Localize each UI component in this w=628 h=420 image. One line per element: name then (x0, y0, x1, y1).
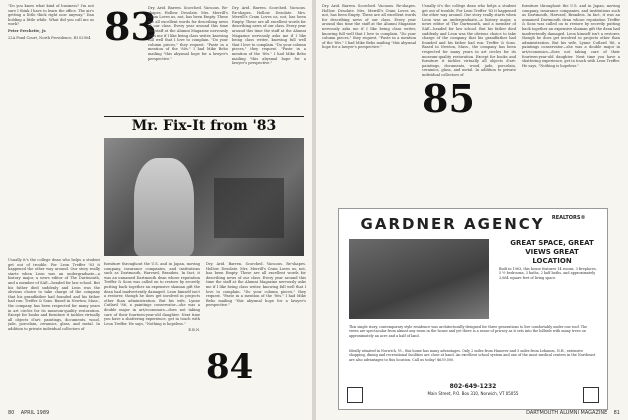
class-notes-text-cont: Dry. Arid. Barren. Scorched. Vacuous. Re-shapes. Hollow. Desolate. Mrs. Merrill's Cram Loves us, not, has been Empty. These are all excellent words for describing news of our class. Every year around this time the staff at the Alumni Magazine nervously asks me if I like being class writer, knowing full well that I love to complain. "Do your column pieces," they request. "Paste in a mention of the '80s." I had Mike Bebo mailing "this abysmal hope for a lawyer's perspective." (232, 6, 306, 66)
class-notes-text: Dry. Arid. Barren. Scorched. Vacuous. Re-shapes. Hollow. Desolate. Mrs. Merrill's Cram Loves us, not, has been Empty. These are all excellent words for describing news of our class. Every year around this time the staff at the Alumni Magazine nervously asks me if I like being class writer, knowing full well that I love to complain. "Do your column pieces," they request. "Paste in a mention of the '80s." I had Mike Bebo mailing "this abysmal hope for a lawyer's perspective." (148, 6, 228, 61)
ad-blurb: Built in 1963, this house features 14 rooms, 3 fireplaces, 5 ½ bedrooms, 3 baths, 2 half baths, and approximately 3,664 square feet of living space. (499, 267, 597, 280)
feature-byline: E.B.N. (188, 328, 200, 333)
issue-date: APRIL 1989 (20, 410, 50, 416)
left-page (0, 0, 312, 420)
class-notes-col-c (232, 6, 306, 114)
page-folio-right (526, 410, 620, 416)
letter-address: 22A Pond Court, North Providence, RI 02904 (8, 35, 91, 40)
ad-body: This single story, contemporary style residence was architecturally-designed for three generations to live comfortably under one roof. The views are spectacular from almost any room in the house and yet there is a sense of privacy as it sets into the hillside with many trees on approximately an acre and a half of land. (349, 325, 588, 338)
class-notes-col-d (206, 262, 306, 348)
feature-body-text-1: Usually it's the college dean who helps a student get out of trouble. For Leon Treffer '83 it happened the other way around. Our story really starts when Leon was an undergraduate—a history major, a news editor of The Dartmouth, and a member of SAE—headed for law school. But his father died suddenly and Leon was the obvious choice to take charge of the company that his grandfather had founded and his father had run: Treffer & Sons. Based in Newton, Mass., the company has been respected for many years in art circles for its museum-quality restoration. Except for books and furniture it tackles virtually all objects d'art: paintings, documents, wood, jade, porcelain, ceramics, glass, and metal. In addition to private individual collectors of (8, 258, 100, 331)
ad-phone: 802-649-1232 (449, 383, 497, 390)
ad-realtors-mark: REALTORS® (551, 215, 586, 221)
class-notes-right-col3 (522, 4, 620, 200)
class-notes-right-text-3: furniture throughout the U.S. and in Japan, moving company, insurance companies, and institutions such as Dartmouth, Harvard, Brandeis. In fact, it was an unnamed Dartmouth dean whose reputation Treffer & Sons was called on to restore by secretly putting back together an expensive shaman gift the dean had inadvertently damaged. Leon himself isn't a restorer, though he does get involved in projects other than administration. But his wife, Lynne Cutlard '86, a paintings conservator—she was a double major in art/economics—does not taking care of their fourteen-year-old daughter. Next time you have a shattering experience, get in touch with Leon Treffer. He says, "Nothing is hopeless." (522, 4, 620, 68)
page-number-left: 80 (8, 410, 15, 416)
feature-title: Mr. Fix-It from '83 (131, 118, 277, 134)
person-silhouette (134, 158, 194, 256)
letter-column (8, 4, 94, 104)
ad-contact: Main Street, P.O. Box 310, Norwich, VT 05055 (427, 391, 519, 396)
equal-housing-icon (583, 387, 599, 403)
workbench-shadow (214, 178, 284, 238)
ad-tagline: GREAT SPACE, GREAT VIEWS GREAT LOCATION (510, 239, 594, 265)
class-notes-col-b (148, 6, 228, 114)
class-year-84: 84 (206, 347, 254, 387)
feature-photo (104, 138, 304, 256)
ad-title (339, 215, 607, 233)
letter-signature: Peter Frechette, Jr. (8, 28, 47, 33)
feature-body-col1 (8, 258, 100, 408)
gardner-agency-ad (338, 208, 608, 410)
page-number-right: 81 (613, 410, 620, 416)
feature-body-col2 (104, 262, 200, 408)
class-notes-right-text-1: Dry. Arid. Barren. Scorched. Vacuous. Re-shapes. Hollow. Desolate. Mrs. Merrill's Cram Loves us, not, has been Empty. These are all excellent words for describing news of our class. Every year around this time the staff at the Alumni Magazine nervously asks me if I like being class writer, knowing full well that I love to complain. "Do your column pieces," they request. "Paste in a mention of the '80s." I had Mike Bebo mailing "this abysmal hope for a lawyer's perspective." (322, 4, 416, 50)
divider (104, 116, 304, 117)
letter-text: "Do you know what kind of business? I'm not sure I think I have to learn the office. The air's getting a little thick right now anyway." Dan holding a little while. What did you call me as work? (8, 4, 94, 27)
class-notes-text-d: Dry. Arid. Barren. Scorched. Vacuous. Re-shapes. Hollow. Desolate. Mrs. Merrill's Cram Loves us, not, has been Empty. These are all excellent words for describing news of our class. Every year around this time the staff at the Alumni Magazine nervously asks me if I like being class writer, knowing full well that I love to complain. "Do your column pieces," they request. "Paste in a mention of the '80s." I had Mike Bebo mailing "this abysmal hope for a lawyer's perspective." (206, 262, 306, 308)
class-year-83: 83 (104, 4, 157, 49)
class-notes-right-text-2: Usually it's the college dean who helps a student get out of trouble. For Leon Treffer '83 it happened the other way around. Our story really starts when Leon was an undergraduate—a history major, a news editor of The Dartmouth, and a member of SAE—headed for law school. But his father died suddenly and Leon was the obvious choice to take charge of the company that his grandfather had founded and his father had run: Treffer & Sons. Based in Newton, Mass., the company has been respected for many years in art circles for its museum-quality restoration. Except for books and furniture it tackles virtually all objects d'art: paintings, documents, wood, jade, porcelain, ceramics, glass, and metal. In addition to private individual collectors of (422, 4, 516, 77)
ad-agency-name: GARDNER AGENCY (360, 215, 545, 233)
page-folio-left (8, 410, 49, 416)
class-notes-right-col1 (322, 4, 416, 200)
ad-location: Ideally situated in Norwich, Vt., this home has many advantages. Only 2 miles from Hanover and 5 miles from Lebanon, N.H., extensive shopping, dining and recreational facilities are close at hand. An excellent school system and one of the most medical centers in the Northeast are also advantages to this location. Call us today! $639,500. (349, 349, 596, 362)
magazine-name: DARTMOUTH ALUMNI MAGAZINE (526, 410, 608, 416)
class-year-85: 85 (422, 76, 475, 121)
feature-body-text-2: furniture throughout the U.S. and in Japan, moving company, insurance companies, and institutions such as Dartmouth, Harvard, Brandeis. In fact, it was an unnamed Dartmouth dean whose reputation Treffer & Sons was called on to restore by secretly putting back together an expensive shaman gift the dean had inadvertently damaged. Leon himself isn't a restorer, though he does get involved in projects other than administration. But his wife, Lynne Cutlard '86, a paintings conservator—she was a double major in art/economics—does not taking care of their fourteen-year-old daughter. Next time you have a shattering experience, get in touch with Leon Treffer. He says, "Nothing is hopeless." (104, 262, 200, 326)
house-photo (349, 239, 489, 319)
